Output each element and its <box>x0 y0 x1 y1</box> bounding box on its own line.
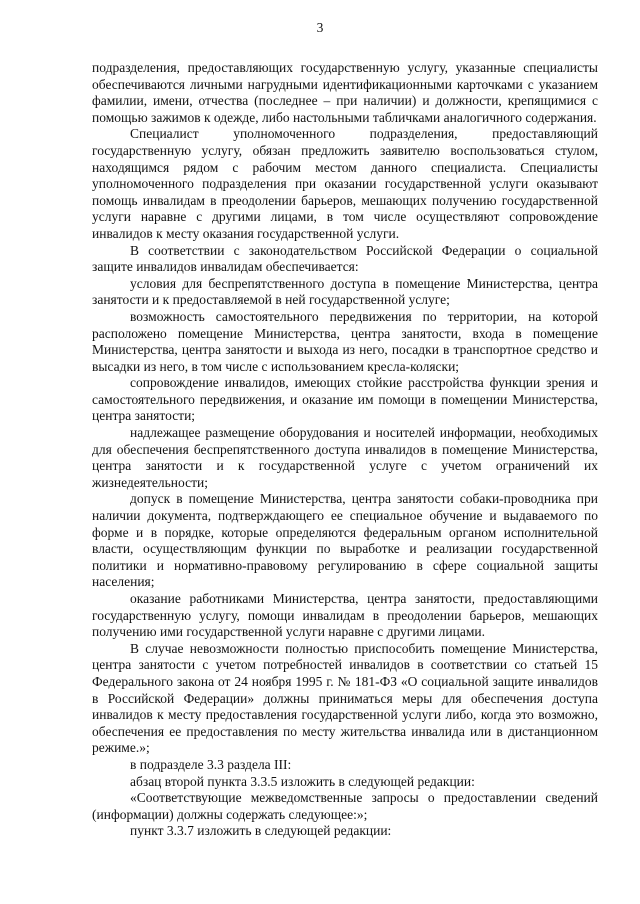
paragraph: условия для беспрепятственного доступа в помещение Министерства, центра занятости и к предоставляемой в ней государственной услуге; <box>92 275 598 308</box>
paragraph: пункт 3.3.7 изложить в следующей редакции: <box>130 823 392 839</box>
paragraph: сопровождение инвалидов, имеющих стойкие расстройства функции зрения и самостоятельного передвижения, и оказание им помощи в помещении Министерства, центра занятости; <box>92 375 598 424</box>
paragraph: Специалист уполномоченного подразделения, предоставляющий государственную услугу, обязан предложить заявителю воспользоваться стулом, находящимся рядом с рабочим местом данного специалиста. Специалисты уполномоченного подразделения при оказании государственной услуги оказывают помощь инвалидам в преодолении барьеров, мешающих получению государственной услуги наравне с другими лицами, в том числе осуществляют сопровождение инвалидов к месту оказания государственной услуги. <box>92 126 598 241</box>
page-number: 3 <box>316 20 324 35</box>
paragraph: В случае невозможности полностью приспособить помещение Министерства, центра занятости с учетом потребностей инвалидов в соответствии со статьей 15 Федерального закона от 24 ноября 1995 г. № 181-ФЗ «О социальной защите инвалидов в Российской Федерации» должны приниматься меры для обеспечения доступа инвалидов к месту предоставления государственной услуги либо, когда это возможно, обеспечения ее предоставления по месту жительства инвалида или в дистанционном режиме.»; <box>92 640 598 756</box>
paragraph: абзац второй пункта 3.3.5 изложить в следующей редакции: <box>130 773 475 789</box>
paragraph: В соответствии с законодательством Российской Федерации о социальной защите инвалидов инвалидам обеспечивается: <box>92 242 598 275</box>
paragraph: возможность самостоятельного передвижения по территории, на которой расположено помещение Министерства, центра занятости, входа в помещение Министерства, центра занятости и выхода из него, посадки в транспортное средство и высадки из него, в том числе с использованием кресла-коляски; <box>92 308 598 374</box>
paragraph: «Соответствующие межведомственные запросы о предоставлении сведений (информации) должны содержать следующее:»; <box>92 790 598 822</box>
paragraph: надлежащее размещение оборудования и носителей информации, необходимых для обеспечения беспрепятственного доступа инвалидов в помещение Министерства, центра занятости и к государственной услуге с учетом ограничений их жизнедеятельности; <box>92 425 598 490</box>
paragraph: в подразделе 3.3 раздела III: <box>130 756 292 772</box>
paragraph: оказание работниками Министерства, центра занятости, предоставляющими государственную услугу, помощи инвалидам в преодолении барьеров, мешающих получению ими государственной услуги наравне с другими лицами. <box>92 591 598 640</box>
body-text <box>92 60 598 840</box>
paragraph: подразделения, предоставляющих государственную услугу, указанные специалисты обеспечиваются личными нагрудными идентификационными карточками с указанием фамилии, имени, отчества (последнее – при наличии) и должности, крепящимися с помощью зажимов к одежде, либо настольными табличками аналогичного содержания. <box>92 60 598 125</box>
paragraph: допуск в помещение Министерства, центра занятости собаки-проводника при наличии документа, подтверждающего ее специальное обучение и выдаваемого по форме и в порядке, которые определяются федеральным органом исполнительной власти, осуществляющим функции по выработке и реализации государственной политики и нормативно-правовому регулированию в сфере социальной защиты населения; <box>92 491 598 590</box>
